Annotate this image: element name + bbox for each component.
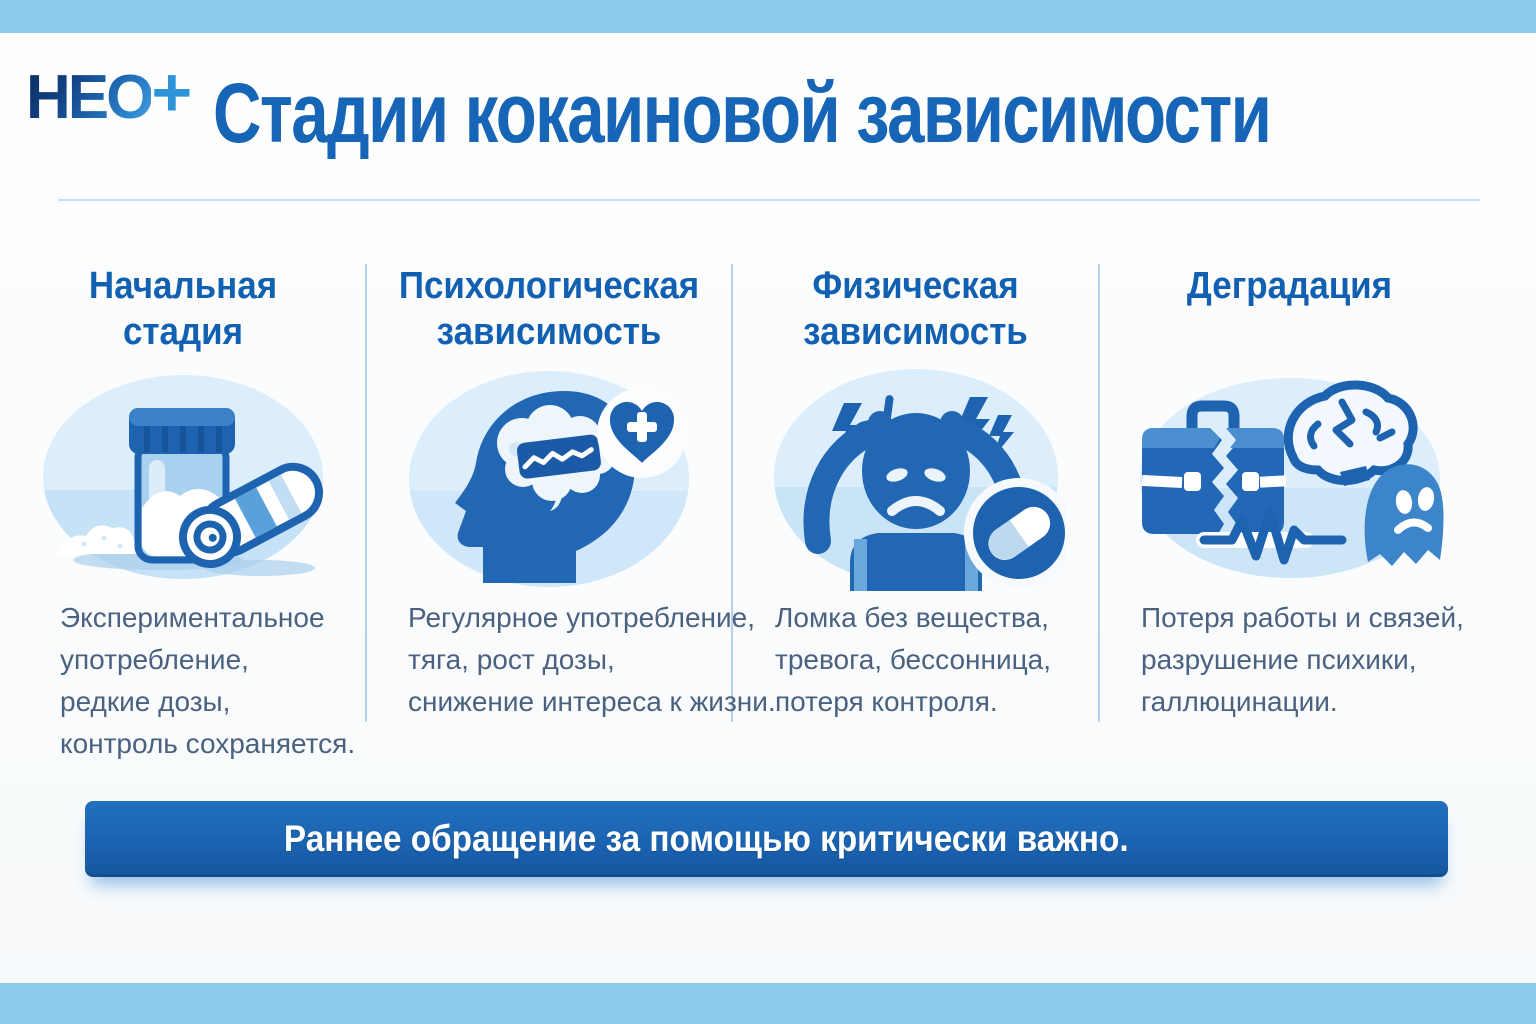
stage-description: Ломка без вещества, тревога, бессонница, потеря контроля. [775, 602, 1051, 717]
plus-icon: + [151, 53, 193, 131]
page-title: Стадии кокаиновой зависимости [213, 66, 1271, 160]
footer-banner [85, 801, 1448, 877]
brand-logo [26, 52, 192, 154]
stage-column-physical [732, 255, 1099, 800]
broken-briefcase-cracked-brain-ghost-icon [1130, 372, 1450, 589]
stage-description: Экспериментальное употребление, редкие дозы, контроль сохраняется. [60, 602, 356, 759]
title-divider [58, 199, 1480, 201]
footer-message: Раннее обращение за помощью критически важно. [284, 818, 1129, 859]
stage-column-initial [0, 255, 366, 800]
heart-plus-badge-icon [597, 388, 687, 478]
stage-description: Регулярное употребление, тяга, рост дозы, снижение интереса к жизни. [408, 602, 776, 717]
top-accent-bar [0, 0, 1536, 33]
stage-description: Потеря работы и связей, разрушение психики, галлюцинации. [1141, 602, 1464, 717]
stage-title: Психологическая зависимость [398, 265, 700, 353]
stage-title: Деградация [1186, 265, 1393, 307]
stage-column-psychological [366, 255, 776, 800]
head-brain-craving-heart-plus-icon [404, 365, 694, 598]
stage-column-degradation [1099, 255, 1480, 800]
bottom-accent-bar [0, 983, 1536, 1024]
brand-logo-text: НЕО [26, 63, 152, 132]
stressed-person-withdrawal-pill-icon [766, 363, 1066, 596]
cocaine-jar-powder-rolled-bill-icon [38, 372, 328, 592]
stage-title: Физическая зависимость [803, 265, 1028, 353]
stage-title: Начальная стадия [88, 265, 278, 353]
